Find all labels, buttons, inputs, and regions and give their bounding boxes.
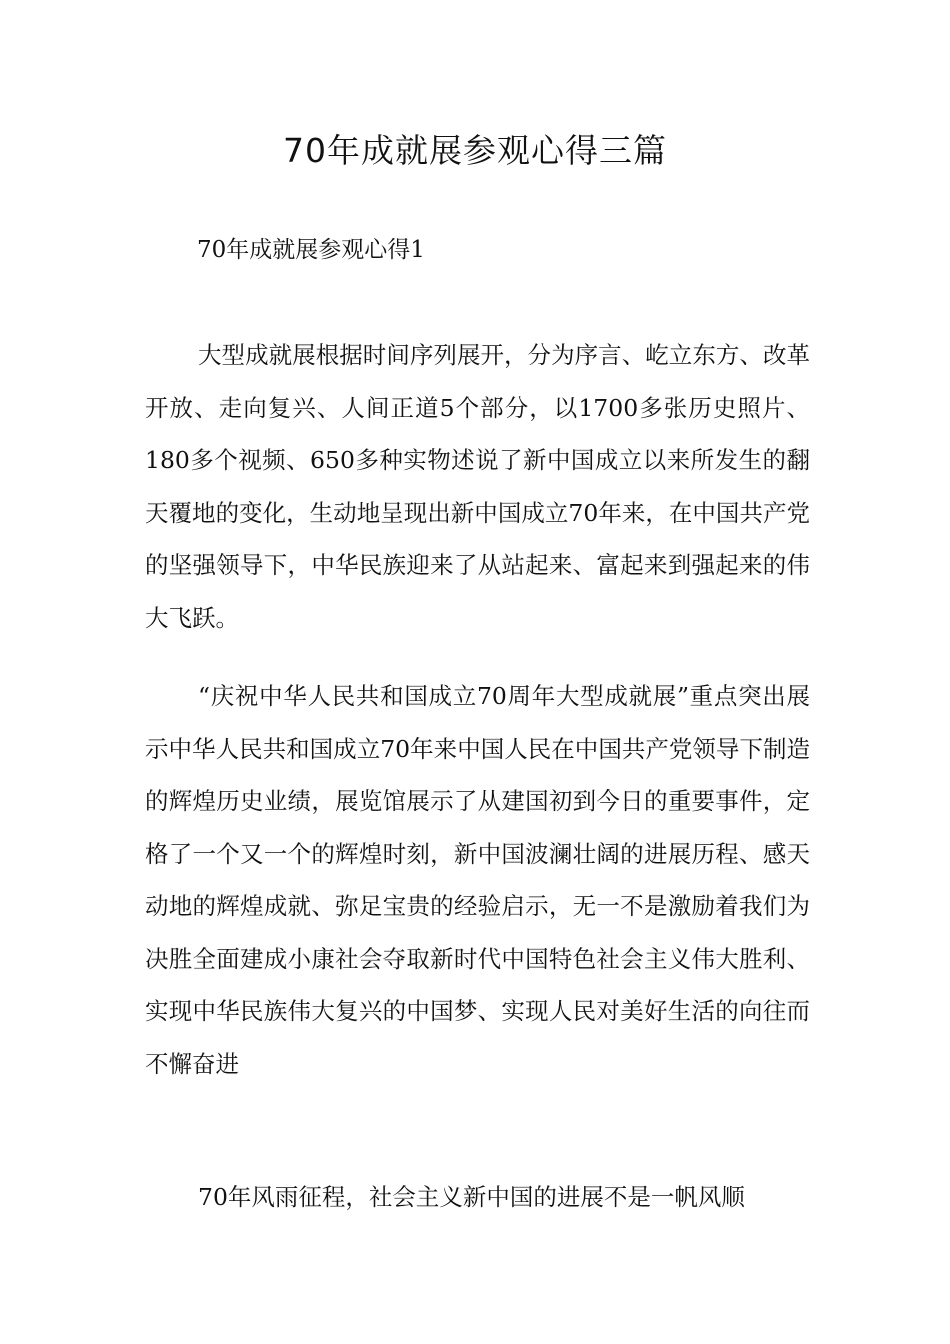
document-title: 70年成就展参观心得三篇 (283, 131, 667, 170)
section-heading: 70年成就展参观心得1 (197, 237, 425, 263)
paragraph: 70年风雨征程，社会主义新中国的进展不是一帆风顺 (198, 1183, 745, 1211)
paragraph: “庆祝中华人民共和国成立70周年大型成就展”重点突出展示中华人民共和国成立70年来中国人民在中国共产党领导下制造的辉煌历史业绩，展览馆展示了从建国初到今日的重要事件，定格了一个又一个的辉煌时刻，新中国波澜壮阔的进展历程、感天动地的辉煌成就、弥足宝贵的经验启示，无一不是激励着我们为决胜全面建成小康社会夺取新时代中国特色社会主义伟大胜利、实现中华民族伟大复兴的中国梦、实现人民对美好生活的向往而不懈奋进 (145, 682, 810, 1078)
paragraph: 大型成就展根据时间序列展开，分为序言、屹立东方、改革开放、走向复兴、人间正道5个部分，以1700多张历史照片、180多个视频、650多种实物述说了新中国成立以来所发生的翻天覆地的变化，生动地呈现出新中国成立70年来，在中国共产党的坚强领导下，中华民族迎来了从站起来、富起来到强起来的伟大飞跃。 (145, 341, 810, 632)
